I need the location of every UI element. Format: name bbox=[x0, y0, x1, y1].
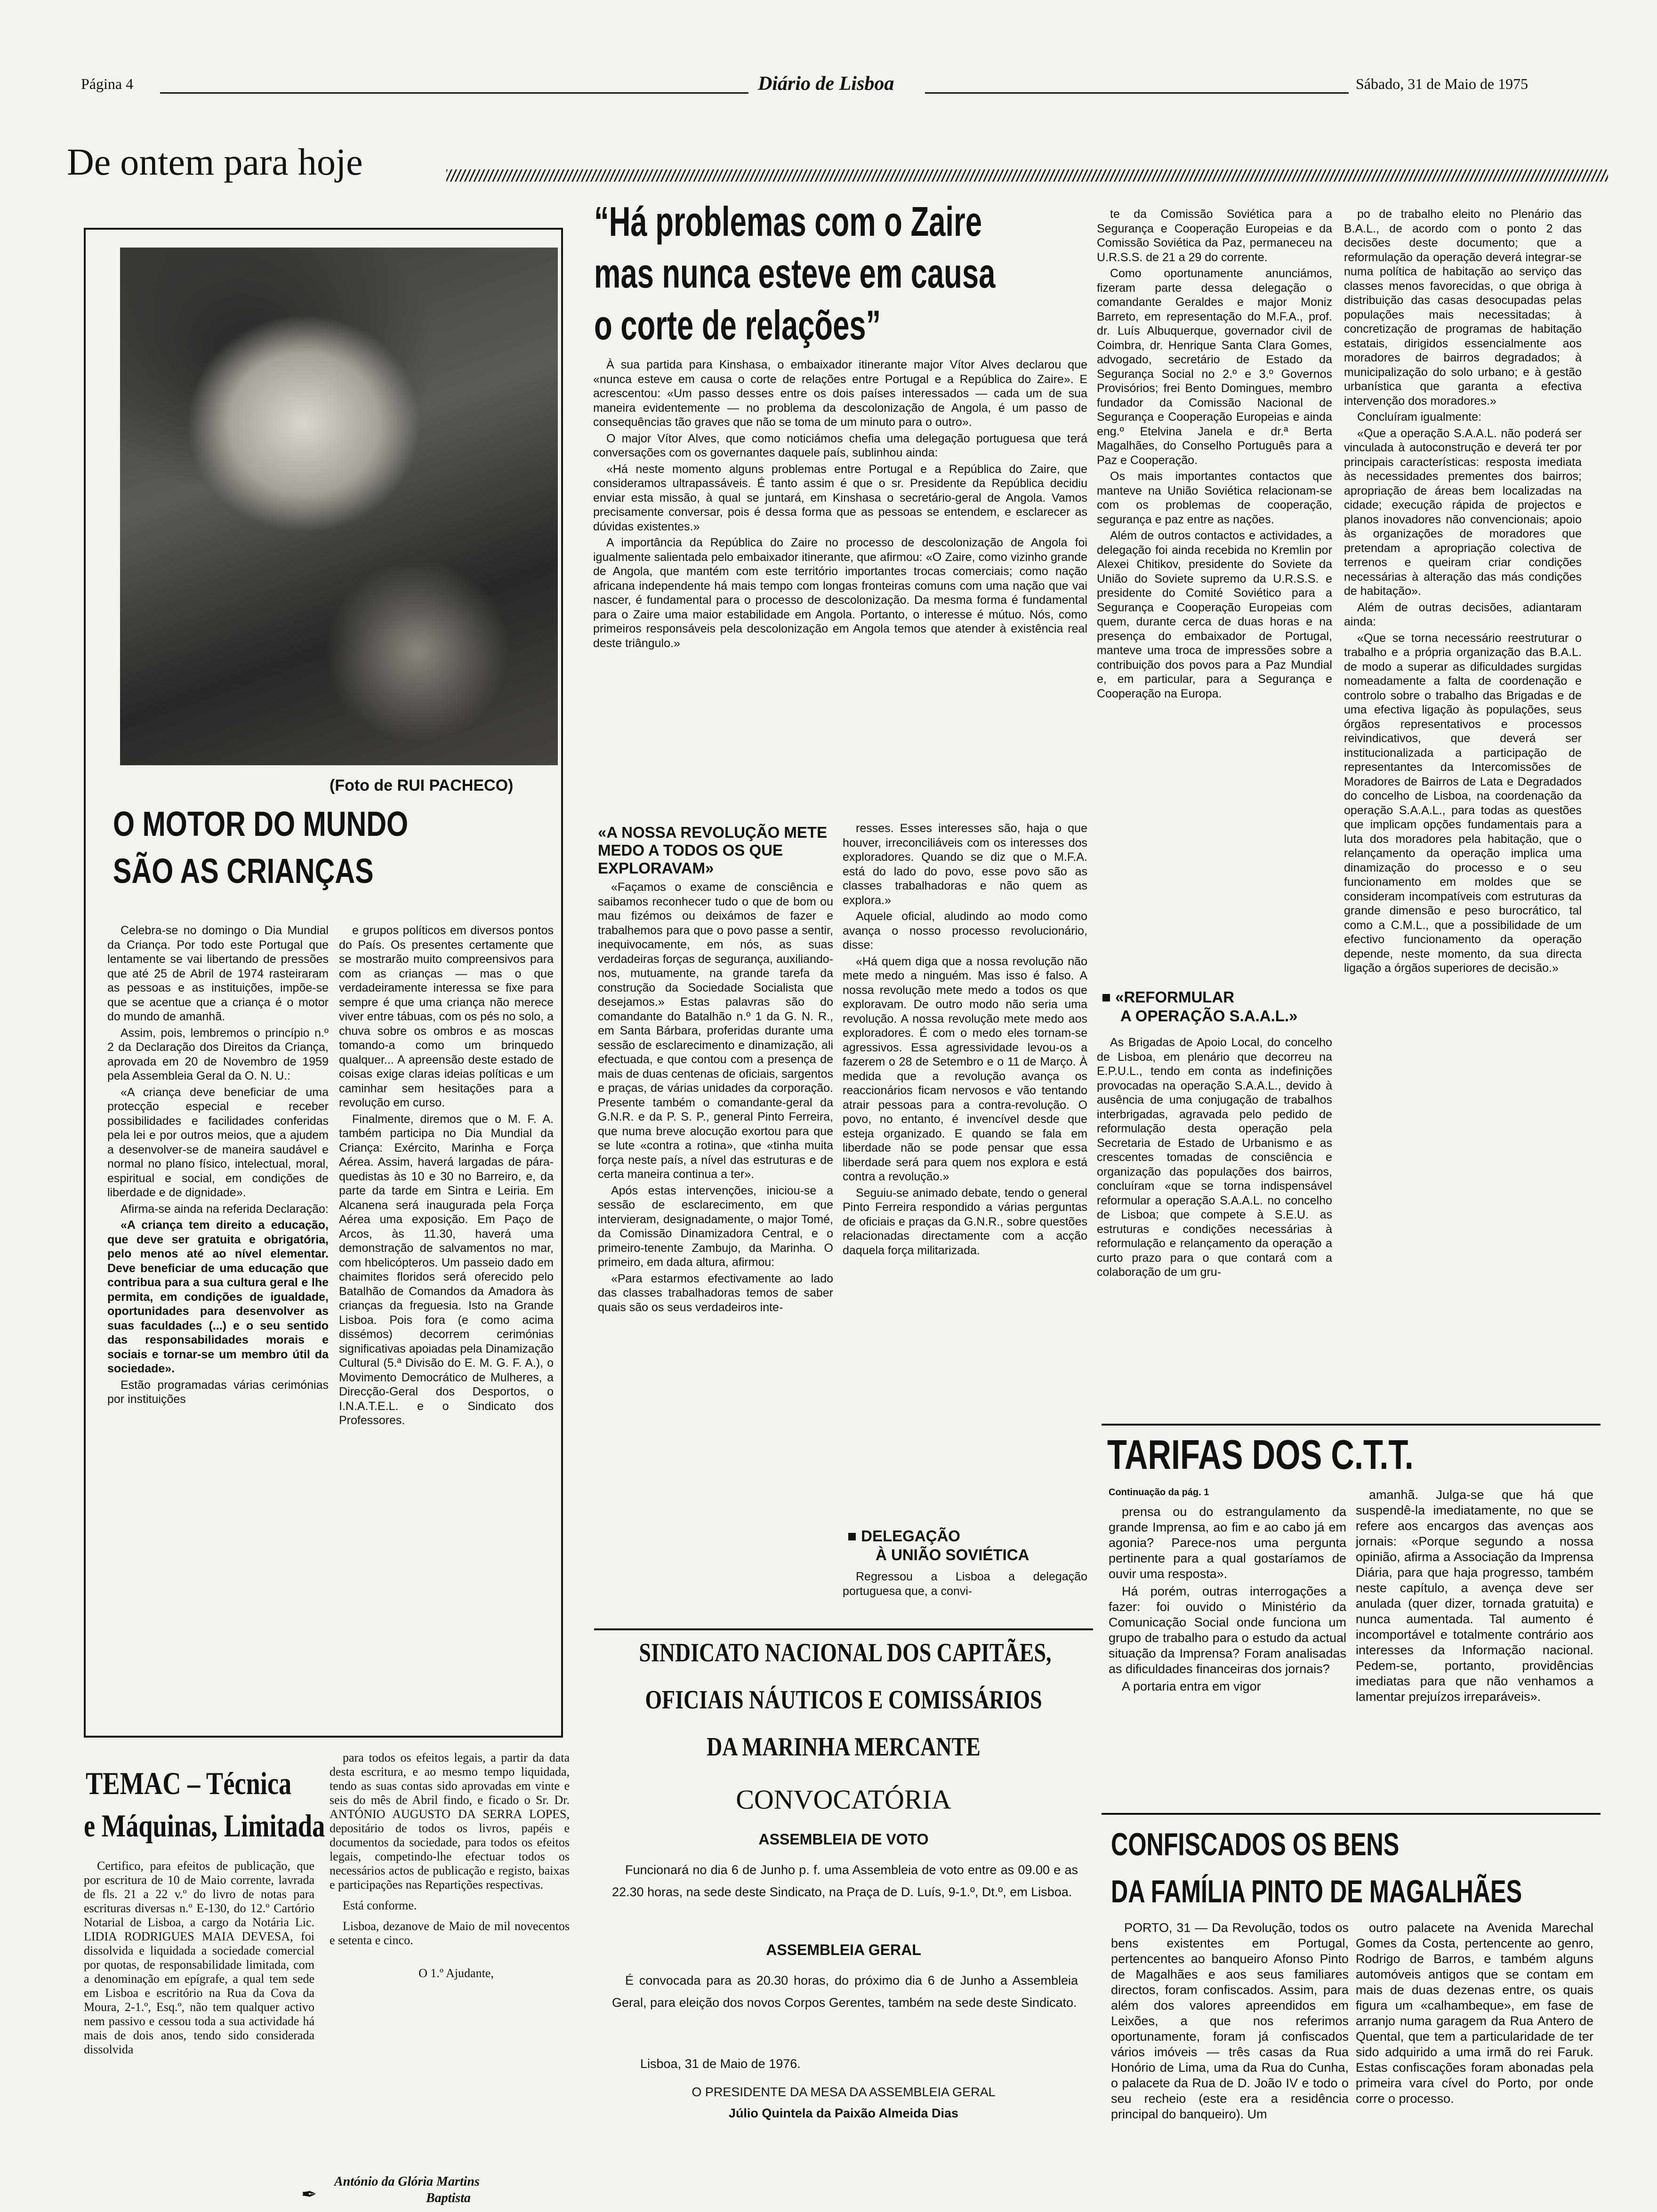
sindicato-title-line1: SINDICATO NACIONAL DOS CAPITÃES, bbox=[639, 1638, 1052, 1667]
sindicato-title-line2: OFICIAIS NÁUTICOS E COMISSÁRIOS bbox=[645, 1685, 1042, 1715]
paragraph: Estão programadas várias cerimónias por instituições bbox=[107, 1378, 329, 1406]
zaire-lead-text bbox=[593, 358, 1087, 817]
zaire-headline-line2: mas nunca esteve em causa bbox=[594, 250, 996, 297]
confiscados-column-b bbox=[1356, 1920, 1593, 2184]
paragraph: Aquele oficial, aludindo ao modo como avança o nosso processo revolucionário, disse: bbox=[843, 910, 1087, 952]
zaire-column-b bbox=[843, 821, 1087, 1520]
paragraph: «Para estarmos efectivamente ao lado das classes trabalhadoras temos de saber quais são os seus verdadeiros inte- bbox=[598, 1272, 833, 1314]
confiscados-headline-line2: DA FAMÍLIA PINTO DE MAGALHÃES bbox=[1111, 1874, 1522, 1909]
paragraph: O 1.º Ajudante, bbox=[418, 1966, 494, 1980]
zaire-column-c bbox=[1097, 207, 1332, 988]
square-bullet-icon: ■ bbox=[1102, 988, 1116, 1006]
temac-title-line1: TEMAC – Técnica bbox=[86, 1765, 292, 1801]
paragraph: Após estas intervenções, iniciou-se a sessão de esclarecimento, em que intervieram, designadamente, o major Tomé, da Comissão Dinamizadora Central, e o primeiro-tenente Zambujo, da Marinha. O primeiro, em dada altura, afirmou: bbox=[598, 1184, 833, 1269]
children-headline-line1: O MOTOR DO MUNDO bbox=[113, 804, 409, 843]
paragraph: Finalmente, diremos que o M. F. A. também participa no Dia Mundial da Criança: Exército, Marinha e Força Aérea. Assim, haverá largadas de pára-quedistas às 10 e 30 no Barreiro, e, da parte da tarde em Sintra e Leiria. Em Alcanena será inaugurada pela Força Aérea uma exposição. Em Paço de Arcos, às 11.30, haverá uma demonstração de salvamentos no mar, com hbelicópteros. Um passeio dado em chaimites floridos será oferecido pelo Batalhão de Comandos da Amadora às crianças da freguesia. Isto na Grande Lisboa. Pois fora (e como acima dissémos) decorrem cerimónias significativas apoiadas pela Dinamização Cultural (5.ª Divisão do E. M. G. F. A.), o Movimento Democrático de Mulheres, a Direcção-Geral dos Desportos, o I.N.A.T.E.L. e o Sindicato dos Professores. bbox=[339, 1112, 554, 1427]
paragraph: A importância da República do Zaire no processo de descolonização de Angola foi igualmente salientada pelo embaixador itinerante, que afirmou: «O Zaire, como vizinho grande de Angola, que mantém com este território importantes trocas comerciais; como nação africana independente há mais tempo com longas fronteiras comuns com uma nação que vai nascer, é fundamental para o processo de descolonização. Da mesma forma é fundamental para o Zaire uma maior estabilidade em Angola. Portanto, o interesse é mútuo. Nós, como primeiros responsáveis pela descolonização em Angola temos que atender à existência real deste triângulo.» bbox=[593, 536, 1087, 650]
zaire-headline-line3: o corte de relações” bbox=[594, 302, 881, 348]
header-rule-right bbox=[925, 92, 1349, 94]
ctt-continuation: Continuação da pág. 1 bbox=[1109, 1487, 1209, 1498]
zaire-subhead-delegation-line2: À UNIÃO SOVIÉTICA bbox=[876, 1546, 1030, 1563]
confiscados-top-rule bbox=[1102, 1813, 1601, 1815]
temac-column-b bbox=[330, 1751, 570, 2193]
ctt-column-a bbox=[1109, 1504, 1346, 1791]
ctt-top-rule bbox=[1102, 1424, 1601, 1426]
paragraph: «Há neste momento alguns problemas entre Portugal e a República do Zaire, que consideramos ultrapassáveis. É tanto assim é que o sr. Presidente da República decidiu enviar esta missão, à qual se juntará, em Kinshasa o secretário-geral de Angola. Vamos precisamente conversar, pois é dessa forma que as pessoas se entendem, e esclarecer as dúvidas existentes.» bbox=[593, 462, 1087, 533]
subhead-text: «REFORMULAR bbox=[1115, 988, 1235, 1006]
paragraph: resses. Esses interesses são, haja o que houver, irreconciliáveis com os interesses dos exploradores. Quando se diz que o M.F.A. está do lado do povo, esse povo são as classes trabalhadoras e não quem as explora.» bbox=[843, 822, 1087, 907]
zaire-column-a bbox=[598, 880, 833, 1607]
paragraph: Certifico, para efeitos de publicação, que por escritura de 10 de Maio corrente, lavrada de fls. 21 a 22 v.º do livro de notas para escrituras diversas n.º E-130, do 12.º Cartório Notarial de Lisboa, a cargo da Notária Lic. LIDIA RODRIGUES MAIA DEVESA, foi dissolvida e liquidada a sociedade comercial por quotas, de responsabilidade limitada, com a denominação em epígrafe, a qual tem sede em Lisboa e escritório na Rua da Cova da Moura, 2-1.º, Esq.º, não tem qualquer activo nem passivo e cessou toda a sua actividade há mais de dois anos, tendo sido considerada dissolvida bbox=[84, 1859, 314, 2056]
header-rule-left bbox=[160, 92, 748, 94]
paragraph: Além de outros contactos e actividades, a delegação foi ainda recebida no Kremlin por Alexei Chitikov, presidente do Soviete da União do Soviete supremo da U.R.S.S. e presidente do Comité Soviético para a Segurança e Cooperação Europeias com quem, durante cerca de duas horas e na presença do embaixador de Portugal, manteve uma troca de impressões sobre a contribuição dos povos para a Paz Mundial e, em particular, para a Segurança e Cooperação na Europa. bbox=[1097, 529, 1332, 700]
paragraph: para todos os efeitos legais, a partir da data desta escritura, e ao mesmo tempo liquidada, tendo as suas contas sido aprovadas em vinte e seis do mês de Abril findo, e ficado o Sr. Dr. ANTÓNIO AUGUSTO DA SERRA LOPES, depositário de todos os livros, papéis e documentos da sociedade, para todos os efeitos legais, competindo-lhe efectuar todos os necessários actos de publicação e registo, baixas e participações nas Repartições respectivas. bbox=[330, 1751, 570, 1891]
sindicato-voto-heading: ASSEMBLEIA DE VOTO bbox=[758, 1831, 929, 1848]
paragraph: Afirma-se ainda na referida Declaração: bbox=[121, 1202, 329, 1216]
paragraph: «A criança tem direito a educação, que deve ser gratuita e obrigatória, pelo menos até ao nível elementar. Deve beneficiar de uma educação que contribua para a sua cultura geral e lhe permita, em condições de igualdade, oportunidades para desenvolver as suas faculdades (...) e o seu sentido das responsabilidades morais e sociais e tornar-se um membro útil da sociedade». bbox=[107, 1218, 329, 1375]
page-number: Página 4 bbox=[81, 75, 134, 92]
paragraph: Os mais importantes contactos que manteve na União Soviética relacionam-se com os problemas de cooperação, segurança e paz entre as nações. bbox=[1097, 470, 1332, 526]
paragraph: Está conforme. bbox=[343, 1899, 417, 1912]
sindicato-president-title: O PRESIDENTE DA MESA DA ASSEMBLEIA GERAL bbox=[692, 2085, 996, 2099]
paragraph: Há porém, outras interrogações a fazer: foi ouvido o Ministério da Comunicação Social onde funciona um grupo de trabalho para o estudo da actual situação da Imprensa? Foram analisadas as dificuldades financeiras dos jornais? bbox=[1109, 1584, 1346, 1676]
paragraph: te da Comissão Soviética para a Segurança e Cooperação Europeias e da Comissão Soviética da Paz, permaneceu na U.R.S.S. de 21 a 29 do corrente. bbox=[1097, 208, 1332, 264]
confiscados-headline-line1: CONFISCADOS OS BENS bbox=[1111, 1827, 1400, 1862]
section-title-hatching bbox=[446, 169, 1608, 182]
children-column-1 bbox=[107, 923, 329, 1723]
sindicato-voto-text bbox=[612, 1859, 1078, 1930]
paragraph: «Que a operação S.A.A.L. não poderá ser vinculada à autoconstrução e deverá ter por principais características: resposta imediata às necessidades prementes dos bairros; apropriação de áreas bem localizadas na cidade; execução rápida de projectos e planos inovadores não convencionais; apoio às organizações de moradores que pretendam a apropriação colectiva de terrenos e queiram criar condições necessárias à alteração das más condições de habitação». bbox=[1344, 426, 1582, 598]
paragraph: Lisboa, dezanove de Maio de mil novecentos e setenta e cinco. bbox=[330, 1919, 570, 1947]
signature-flourish-icon: ✒ bbox=[301, 2184, 317, 2205]
zaire-column-b-end bbox=[843, 1570, 1087, 1603]
paragraph: É convocada para as 20.30 horas, do próximo dia 6 de Junho a Assembleia Geral, para eleição dos novos Corpos Gerentes, também na sede deste Sindicato. bbox=[612, 1973, 1078, 2010]
paragraph: «Façamos o exame de consciência e saibamos reconhecer tudo o que de bom ou mau fizémos ou deixámos de fazer e trabalhemos para que o povo passe a sentir, inequivocamente, em nós, as suas verdadeiras forças de segurança, auxiliando-nos, mutuamente, na grande tarefa da construção da Sociedade Socialista que desejamos.» Estas palavras são do comandante do Batalhão n.º 1 da G. N. R., em Santa Bárbara, proferidas durante uma sessão de esclarecimento e dinamização, ali efectuada, e que contou com a presença de mais de duas centenas de oficiais, sargentos e praças, de várias unidades da corporação. Presente também o comandante-geral da G.N.R. e da P. S. P., general Pinto Ferreira, que numa breve alocução exortou para que se lute «contra a rotina», que «tinha muita força neste país, a nível das estruturas e de certa maneira continua a ter». bbox=[598, 881, 833, 1181]
sindicato-geral-heading: ASSEMBLEIA GERAL bbox=[766, 1941, 921, 1958]
paragraph: «Que se torna necessário reestruturar o trabalho e a própria organização das B.A.L. de modo a superar as dificuldades surgidas nomeadamente a falta de coordenação e controlo sobre o trabalho das Brigadas e de uma efectiva ligação às populações, seus órgãos representativos e processos reivindicativos, que deverá ser institucionalizada a participação de representantes da Intercomissões de Moradores de Bairros de Lata e Degradados do concelho de Lisboa, na coordenação da operação S.A.A.L., para todas as questões que implicam opções fundamentais para a luta dos moradores pela habitação, que o relançamento da operação implica uma dinamização do processo e o seu funcionamento em moldes que se consideram incompatíveis com estruturas da grande dimensão e peso burocrático, tal como a C.M.L., que a possibilidade de um efectivo funcionamento da operação depende, neste momento, da sua directa ligação a órgãos superiores de decisão.» bbox=[1344, 631, 1582, 975]
paragraph: PORTO, 31 — Da Revolução, todos os bens existentes em Portugal, pertencentes ao banqueiro Afonso Pinto de Magalhães e aos seus familiares directos, foram confiscados. Assim, para além dos valores apreendidos em Leixões, a que nos referimos oportunamente, foram já confiscados vários imóveis — três casas da Rua Honório de Lima, uma da Rua do Cunha, o palacete da Rua de D. João IV e todo o seu recheio (este era a residência principal do banqueiro). Um bbox=[1111, 1921, 1349, 2121]
photo-credit: (Foto de RUI PACHECO) bbox=[330, 777, 514, 794]
paragraph: As Brigadas de Apoio Local, do concelho de Lisboa, em plenário que decorreu na E.P.U.L., tendo em conta as indefinições provocadas na operação S.A.A.L., devido à ausência de uma conjugação de trabalhos interbrigadas, agravada pelo pedido de reformulação desta operação pela Secretaria de Estado de Urbanismo e as crescentes tomadas de consciência e organização das populações dos bairros, concluíram «que se torna indispensável reformular a operação S.A.A.L. no concelho de Lisboa; que compete à S.E.U. as estruturas e condições necessárias à reformulação e relançamento da operação a curto prazo para o que contará com a colaboração de um gru- bbox=[1097, 1036, 1332, 1279]
temac-column-a bbox=[84, 1859, 314, 2198]
paragraph: O major Vítor Alves, que como noticiámos chefia uma delegação portuguesa que terá conversações com os governantes daquele país, sublinhou ainda: bbox=[593, 432, 1087, 459]
issue-date: Sábado, 31 de Maio de 1975 bbox=[1356, 75, 1528, 92]
paragraph: Regressou a Lisboa a delegação portuguesa que, a convi- bbox=[843, 1570, 1087, 1598]
paragraph: po de trabalho eleito no Plenário das B.A.L., de acordo com o ponto 2 das decisões deste documento; que a reformulação da operação deverá integrar-se numa política de habitação ao serviço das classes menos favorecidas, o que obriga à distribuição das casas desocupadas pelas populações mais necessitadas; à concretização de programas de habitação estatais, dirigidos essencialmente aos moradores de bairros degradados; à municipalização do solo urbano; e à gestão urbanística que garanta a efectiva intervenção dos moradores.» bbox=[1344, 208, 1582, 408]
paragraph: e grupos políticos em diversos pontos do País. Os presentes certamente que se mostrarão muito compreensivos para com as crianças — mas o que verdadeiramente interessa se fixe para sempre é que uma criança não merece viver entre tábuas, com os pés no solo, a chuva sobre os ombros e as moscas tomando-a como um brinquedo qualquer... A apreensão deste estado de coisas exige claras ideias políticas e um caminhar sem hesitações para a revolução em curso. bbox=[339, 924, 554, 1109]
confiscados-column-a bbox=[1111, 1920, 1349, 2203]
sindicato-geral-text bbox=[612, 1970, 1078, 2040]
paragraph: «Há quem diga que a nossa revolução não mete medo a ninguém. Mas isso é falso. A nossa revolução mete medo a todos os que exploravam. De outro modo não seria uma revolução. A nossa revolução mete medo aos exploradores. É com o medo eles tornam-se agressivos. Essa agressividade levou-os a fazerem o 28 de Setembro e o 11 de Março. À medida que a revolução avança os reaccionários ficam nervosos e vão tentando atrair pessoas para a contra-revolução. O povo, no entanto, é invencível desde que esteja organizado. E quando se fala em liberdade não se pode pensar que essa liberdade será para quem nos explora e está contra a revolução.» bbox=[843, 954, 1087, 1183]
paragraph: prensa ou do estrangulamento da grande Imprensa, ao fim e ao cabo já em agonia? Parece-nos uma pergunta pertinente para a qual gostaríamos de ouvir uma resposta». bbox=[1109, 1505, 1346, 1581]
paragraph: Como oportunamente anunciámos, fizeram parte dessa delegação o comandante Geraldes e major Moniz Barreto, em representação do M.F.A., prof. dr. Luís Albuquerque, governador civil de Coimbra, dr. Henrique Santa Clara Gomes, advogado, secretário de Estado da Segurança Social no 2.º e 3.º Governos Provisórios; frei Bento Domingues, membro fundador da Comissão Nacional de Segurança e Cooperação Europeias e ainda eng.º Etelvina Janela e dr.ª Berta Magalhães, do Conselho Português para a Paz e Cooperação. bbox=[1097, 267, 1332, 467]
paragraph: «A criança deve beneficiar de uma protecção especial e receber possibilidades e facilidades conferidas pela lei e por outros meios, que a ajudem a desenvolver-se de maneira saudável e normal no plano físico, intelectual, moral, espiritual e social, em condições de liberdade e de dignidade». bbox=[107, 1085, 329, 1199]
child-photo bbox=[120, 248, 558, 765]
paragraph: A portaria entra em vigor bbox=[1122, 1679, 1261, 1693]
section-title: De ontem para hoje bbox=[67, 142, 363, 183]
temac-signature-line1: António da Glória Martins bbox=[334, 2174, 480, 2189]
children-column-2 bbox=[339, 923, 554, 1723]
sindicato-top-rule bbox=[594, 1628, 1093, 1630]
zaire-headline-line1: “Há problemas com o Zaire bbox=[594, 198, 982, 245]
zaire-subhead-delegation-line1 bbox=[847, 1527, 960, 1545]
paragraph: Celebra-se no domingo o Dia Mundial da Criança. Por todo este Portugal que lentamente se vai libertando de pressões que até 25 de Abril de 1974 rasteiraram as pessoas e as instituições, impõe-se que se acentue que a criança é o motor do mundo de amanhã. bbox=[107, 924, 329, 1023]
sindicato-title-line3: DA MARINHA MERCANTE bbox=[707, 1732, 981, 1762]
saal-subhead-line2: A OPERAÇÃO S.A.A.L.» bbox=[1120, 1007, 1298, 1025]
paragraph: À sua partida para Kinshasa, o embaixador itinerante major Vítor Alves declarou que «nunca esteve em causa o corte de relações entre Portugal e a República do Zaire». E acrescentou: «Um passo desses entre os dois países interessados — cada um de sua maneira evidentemente — no problema da descolonização de Angola, é um passo de consequências tão graves que não se toma de um minuto para o outro». bbox=[593, 358, 1087, 429]
saal-column-d bbox=[1344, 207, 1582, 1419]
paragraph: Concluíram igualmente: bbox=[1357, 410, 1482, 424]
saal-column-c2 bbox=[1097, 1035, 1332, 1417]
sindicato-president-name: Júlio Quintela da Paixão Almeida Dias bbox=[728, 2106, 959, 2120]
paragraph: amanhã. Julga-se que há que suspendê-la imediatamente, no que se refere aos encargos das avenças aos jornais: «Porque segundo a nossa opinião, afirma a Associação da Imprensa Diária, para que haja progresso, também neste capítulo, a avença deve ser anulada (quer dizer, tornada gratuita) e nunca aumentada. Tal aumento é incomportável e totalmente contrário aos interesses da Informação nacional. Pedem-se, portanto, providências imediatas para que não venhamos a lamentar prejuízos irreparáveis». bbox=[1356, 1488, 1593, 1704]
paragraph: Além de outras decisões, adiantaram ainda: bbox=[1344, 601, 1582, 628]
temac-signature-line2: Baptista bbox=[426, 2191, 471, 2205]
saal-subhead-line1 bbox=[1102, 988, 1234, 1006]
paragraph: Seguiu-se animado debate, tendo o general Pinto Ferreira respondido a várias perguntas de oficiais e praças da G.N.R., sobre questões relacionadas directamente com a acção daquela força militarizada. bbox=[843, 1186, 1087, 1257]
ctt-headline: TARIFAS DOS C.T.T. bbox=[1107, 1431, 1414, 1478]
children-headline-line2: SÃO AS CRIANÇAS bbox=[113, 851, 374, 890]
zaire-subhead-revolution: «A NOSSA REVOLUÇÃO METE MEDO A TODOS OS QUE EXPLORAVAM» bbox=[598, 824, 828, 877]
sindicato-date: Lisboa, 31 de Maio de 1976. bbox=[640, 2057, 801, 2071]
paragraph: outro palacete na Avenida Marechal Gomes da Costa, pertencente ao genro, Rodrigo de Barros, e também alguns automóveis antigos que se contam em mais de duas dezenas entre, os quais figura um «calhambeque», em fase de arranjo numa garagem da Rua Antero de Quental, que tem a particularidade de ter sido adquirido a uma irmã do rei Faruk. Estas confiscações foram abonadas pela primeira vara cível do Porto, por onde corre o processo. bbox=[1356, 1921, 1593, 2106]
masthead: Diário de Lisboa bbox=[758, 73, 894, 95]
ctt-column-b bbox=[1356, 1487, 1593, 1793]
sindicato-convocatoria: CONVOCATÓRIA bbox=[736, 1784, 951, 1815]
paragraph: Funcionará no dia 6 de Junho p. f. uma Assembleia de voto entre as 09.00 e as 22.30 horas, na sede deste Sindicato, na Praça de D. Luís, 9-1.º, Dt.º, em Lisboa. bbox=[612, 1863, 1078, 1899]
subhead-text: DELEGAÇÃO bbox=[861, 1527, 960, 1545]
temac-title-line2: e Máquinas, Limitada bbox=[84, 1808, 325, 1843]
paragraph: Assim, pois, lembremos o princípio n.º 2 da Declaração dos Direitos da Criança, aprovada em 20 de Novembro de 1959 pela Assembleia Geral da O. N. U.: bbox=[107, 1026, 329, 1082]
square-bullet-icon: ■ bbox=[847, 1527, 861, 1545]
